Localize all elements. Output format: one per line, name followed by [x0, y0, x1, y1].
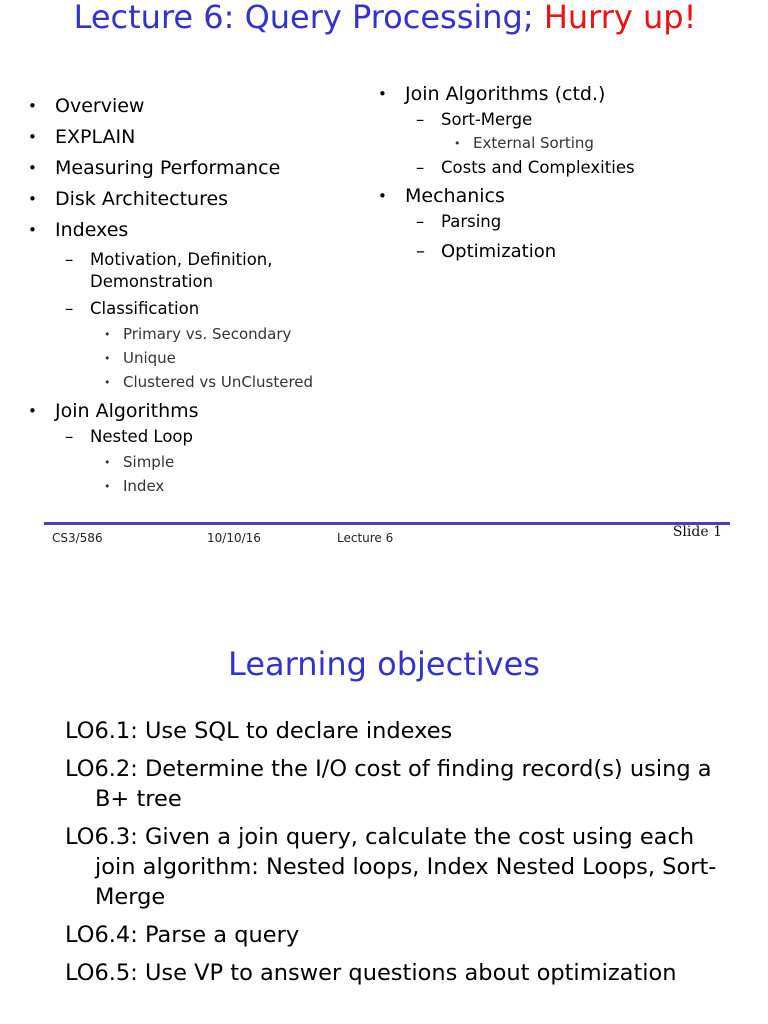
footer-course: CS3/586: [52, 531, 103, 545]
slide-2: [0, 600, 768, 1024]
slide-title: [40, 0, 730, 36]
outline-item: • Disk Architectures: [28, 187, 358, 211]
outline-item: • Join Algorithms (ctd.): [378, 82, 758, 106]
title-highlight: Hurry up!: [543, 0, 697, 36]
outline-subsubitem: • Index: [28, 477, 358, 496]
objectives-list: [65, 716, 725, 996]
outline-subitem: – Nested Loop: [28, 426, 358, 448]
objective-item: LO6.2: Determine the I/O cost of finding record(s) using a B+ tree: [65, 756, 712, 812]
outline-subitem: – Sort-Merge: [378, 109, 758, 131]
outline-item: • Mechanics: [378, 184, 758, 208]
objective-item: LO6.4: Parse a query: [65, 922, 300, 948]
outline-subitem: – Costs and Complexities: [378, 157, 758, 179]
objective-item: LO6.3: Given a join query, calculate the cost using each join algorithm: Nested loops, Index Nested Loops, Sort-Merge: [65, 824, 717, 910]
right-outline: [378, 82, 758, 268]
outline-subitem: – Optimization: [378, 241, 758, 263]
title-main: Lecture 6: Query Processing;: [73, 0, 544, 36]
outline-item: • EXPLAIN: [28, 125, 358, 149]
outline-item: • Join Algorithms: [28, 399, 358, 423]
slide-title: Learning objectives: [228, 645, 540, 683]
outline-subsubitem: • Primary vs. Secondary: [28, 325, 358, 344]
objective-item: LO6.5: Use VP to answer questions about optimization: [65, 960, 677, 986]
outline-subsubitem: • Clustered vs UnClustered: [28, 373, 358, 392]
outline-subsubitem: • Simple: [28, 453, 358, 472]
outline-item: • Indexes: [28, 218, 358, 242]
footer-date: 10/10/16: [207, 531, 261, 545]
footer-rule: [44, 522, 730, 525]
outline-subsubitem: • External Sorting: [378, 134, 758, 153]
outline-item: • Measuring Performance: [28, 156, 358, 180]
footer-lecture: Lecture 6: [337, 531, 394, 545]
outline-subitem: – Classification: [28, 298, 358, 320]
outline-subitem: – Parsing: [378, 211, 758, 233]
outline-subsubitem: • Unique: [28, 349, 358, 368]
objective-item: LO6.1: Use SQL to declare indexes: [65, 718, 453, 744]
outline-subitem: – Motivation, Definition, Demonstration: [28, 249, 330, 293]
left-outline: [28, 94, 358, 501]
footer-slide-number: Slide 1: [672, 524, 722, 540]
outline-item: • Overview: [28, 94, 358, 118]
